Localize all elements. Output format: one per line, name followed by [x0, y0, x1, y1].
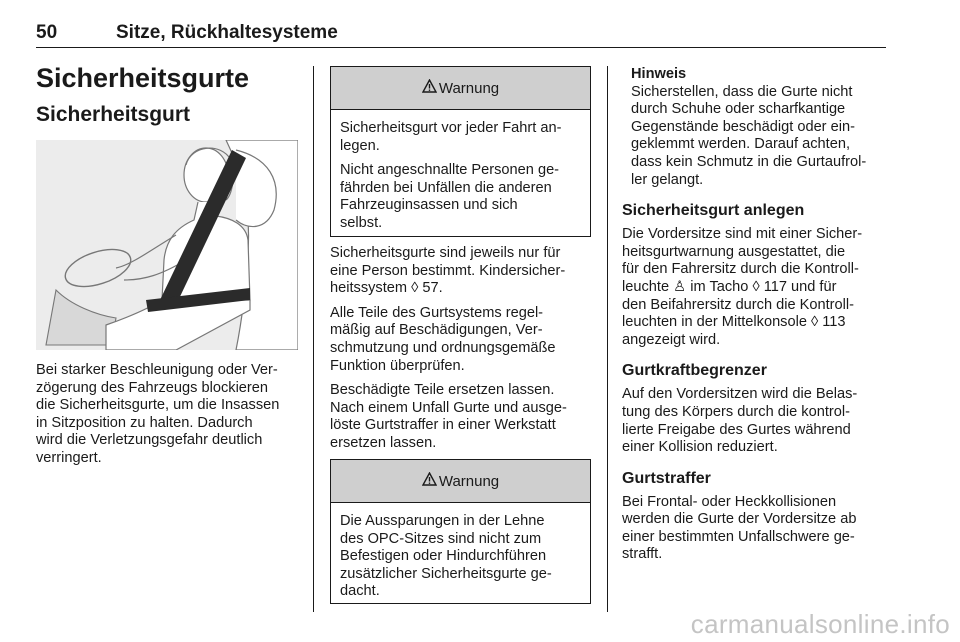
watermark: carmanualsonline.info: [690, 609, 950, 639]
page-header: [36, 22, 886, 46]
column-divider-1: [313, 66, 314, 612]
column-divider-2: [607, 66, 608, 612]
chapter-title: Sitze, Rückhaltesysteme: [116, 22, 338, 43]
paragraph-single-person: Sicherheitsgurte sind jeweils nur für eine Person bestimmt. Kindersicher- heitssystem ◊ 57.: [330, 245, 566, 297]
seatbelt-illustration: [36, 140, 298, 350]
note-title: Hinweis: [631, 66, 687, 82]
warning-box-1: [330, 66, 591, 237]
warning-box-2: [330, 459, 591, 604]
warning-body-1: Sicherheitsgurt vor jeder Fahrt an- legen. Nicht angeschnallte Personen ge- fährden bei Unfällen die anderen Fahrzeuginsassen und sich selbst.: [340, 120, 562, 231]
warning-title-2: Warnung: [438, 472, 500, 490]
note-block: Hinweis Sicherstellen, dass die Gurte nicht durch Schuhe oder scharfkantige Gegenstände beschädigt oder ein- geklemmt werden. Darauf achten, dass kein Schmutz in die Gurtaufrol- ler gelangt.: [622, 66, 890, 189]
header-rule: [36, 47, 886, 48]
heading-anlegen: Sicherheitsgurt anlegen: [622, 202, 805, 220]
warning-title-1: Warnung: [438, 79, 500, 97]
paragraph-replace: Beschädigte Teile ersetzen lassen. Nach einem Unfall Gurte und ausge- löste Gurtstraffer in einer Werkstatt ersetzen lassen.: [330, 382, 567, 451]
section-title: Sicherheitsgurte: [36, 63, 250, 93]
warning-triangle-icon: [422, 79, 437, 97]
warning-triangle-icon: [422, 472, 437, 490]
paragraph-kraftbegrenzer: Auf den Vordersitzen wird die Belas- tung des Körpers durch die kontrol- lierte Freigabe des Gurtes während einer Kollision reduziert.: [622, 386, 858, 456]
subsection-title: Sicherheitsgurt: [36, 103, 191, 126]
left-paragraph: Bei starker Beschleunigung oder Ver- zögerung des Fahrzeugs blockieren die Sicherheitsgurte, um die Insassen in Sitzposition zu halten. Dadurch wird die Verletzungsgefahr deutlich verringert.: [36, 362, 280, 466]
driver-seatbelt-drawing: [36, 140, 298, 350]
paragraph-gurtstraffer: Bei Frontal- oder Heckkollisionen werden die Gurte der Vordersitze ab einer bestimmten Unfallschwere ge- strafft.: [622, 493, 857, 563]
warning-body-2: Die Aussparungen in der Lehne des OPC-Sitzes sind nicht zum Befestigen oder Hindurchführen zusätzlicher Sicherheitsgurte ge- dacht.: [340, 513, 552, 600]
warning-header-2: [331, 460, 590, 503]
page-number: 50: [36, 22, 58, 43]
warning-header-1: [331, 67, 590, 110]
heading-gurtstraffer: Gurtstraffer: [622, 469, 711, 487]
paragraph-anlegen: Die Vordersitze sind mit einer Sicher- heitsgurtwarnung ausgestattet, die für den Fahrersitz durch die Kontroll- leuchte ♙ im Tacho ◊ 117 und für den Beifahrersitz durch die Kontroll- leuchten in der Mittelkonsole ◊ 113 angezeigt wird.: [622, 226, 863, 348]
heading-kraftbegrenzer: Gurtkraftbegrenzer: [622, 362, 767, 380]
left-column: [36, 62, 306, 128]
paragraph-inspection: Alle Teile des Gurtsystems regel- mäßig auf Beschädigungen, Ver- schmutzung und ordnungsgemäße Funktion überprüfen.: [330, 304, 556, 374]
middle-text: [330, 245, 600, 453]
right-column: [622, 66, 890, 564]
